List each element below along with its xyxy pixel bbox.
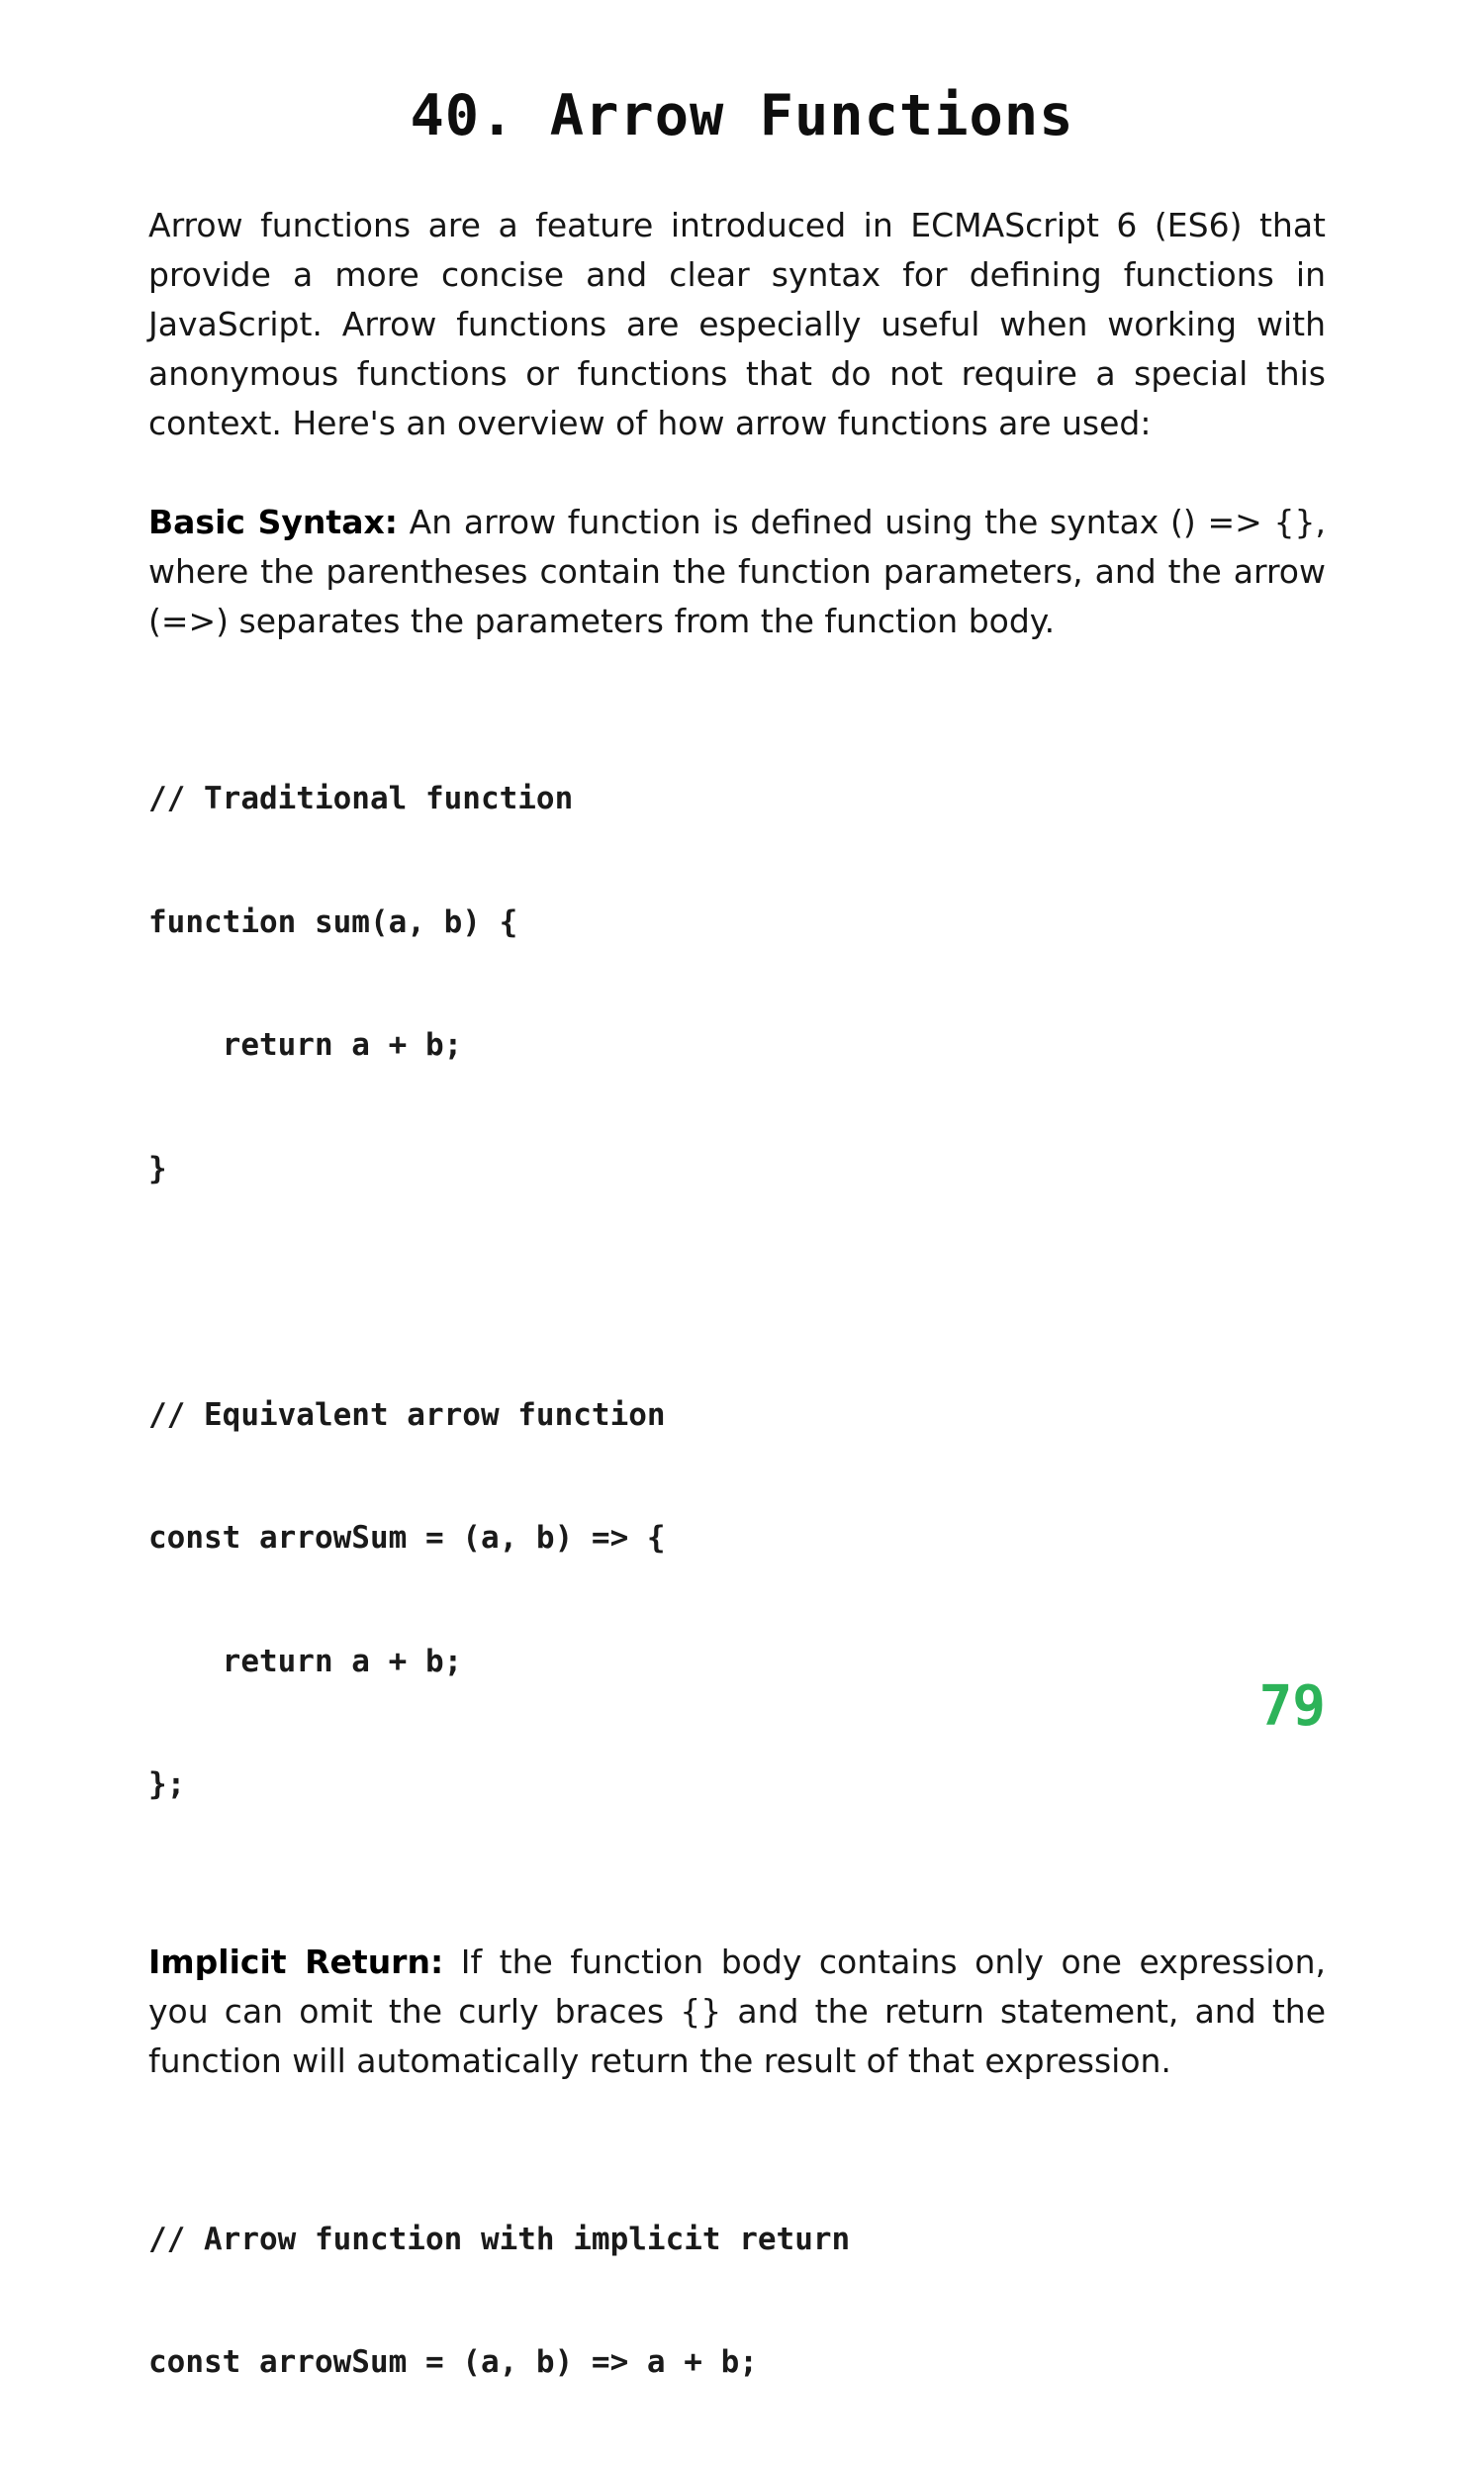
page-title: 40. Arrow Functions [410, 83, 1074, 148]
code-block-traditional-vs-arrow [148, 697, 1326, 1888]
basic-syntax-paragraph [148, 498, 1326, 646]
code-line: // Equivalent arrow function [148, 1396, 666, 1433]
implicit-return-label: Implicit Return: [148, 1942, 444, 1981]
basic-syntax-label: Basic Syntax: [148, 503, 398, 541]
code-line: } [148, 1150, 167, 1186]
code-line: function sum(a, b) { [148, 903, 518, 940]
implicit-return-text: If the function body contains only one expression, you can omit the curly braces {} and the return statement, and the function will automatically return the result of that expression. [148, 1942, 1326, 2080]
code-line: // Traditional function [148, 781, 574, 816]
code-line: // Arrow function with implicit return [148, 2221, 851, 2257]
code-line: }; [148, 1766, 186, 1802]
code-line: const arrowSum = (a, b) => a + b; [148, 2344, 758, 2380]
page-number: 79 [1258, 1674, 1326, 1739]
code-block-implicit-return [148, 2137, 1326, 2466]
code-line-blank [148, 1272, 1326, 1313]
basic-syntax-text: An arrow function is defined using the syntax () => {}, where the parentheses contain the function parameters, and the arrow (=>) separates the parameters from the function body. [148, 503, 1326, 640]
code-line: return a + b; [148, 1643, 463, 1679]
page-content [148, 201, 1326, 2466]
intro-paragraph: Arrow functions are a feature introduced in ECMAScript 6 (ES6) that provide a more concise and clear syntax for defining functions in JavaScript. Arrow functions are especially useful when working with anonymous functions or functions that do not require a special this context. Here's an overview of how arrow functions are used: [148, 206, 1326, 442]
code-line: const arrowSum = (a, b) => { [148, 1520, 666, 1556]
code-line: return a + b; [148, 1027, 463, 1063]
implicit-return-paragraph [148, 1938, 1326, 2086]
